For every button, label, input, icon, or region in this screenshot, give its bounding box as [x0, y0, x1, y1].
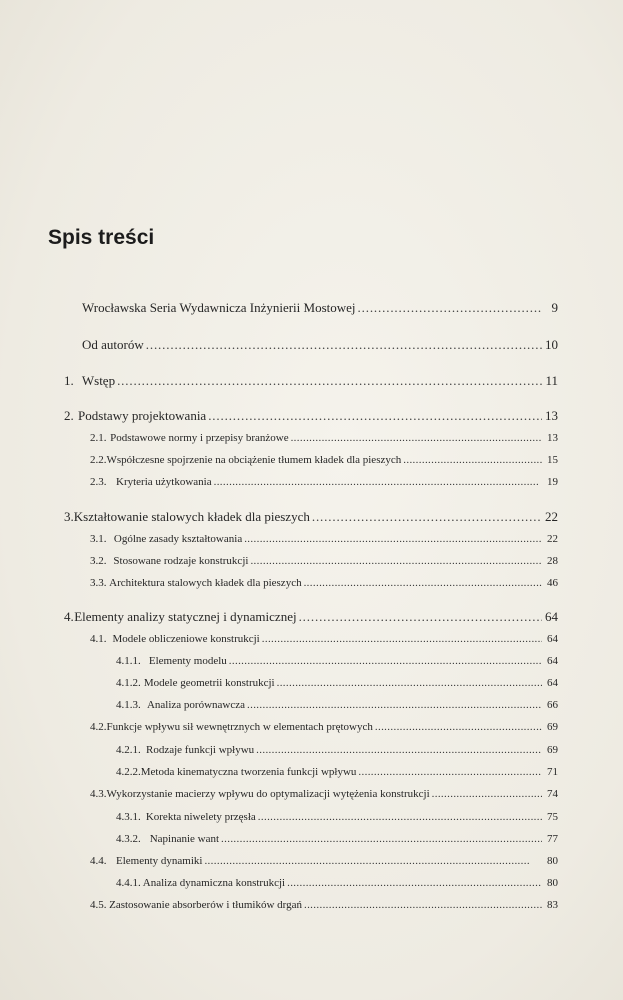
toc-entry-page: 28: [547, 555, 558, 567]
dot-leader: [258, 811, 542, 823]
toc-entry-number: 4.: [64, 609, 74, 624]
toc-entry: [64, 408, 558, 424]
toc-entry-number: 3.1.: [90, 533, 107, 545]
toc-entry: [116, 766, 558, 778]
toc-entry: [90, 555, 558, 567]
toc-entry-number: 4.1.1.: [116, 655, 141, 667]
toc-entry-page: 64: [545, 609, 558, 624]
toc-entry-number: 4.2.2.: [116, 766, 141, 778]
toc-entry: [116, 811, 558, 823]
toc-entry-label: Wykorzystanie macierzy wpływu do optymalizacji wytężenia konstrukcji: [106, 788, 430, 800]
toc-entry-label: Kształtowanie stalowych kładek dla pieszych: [73, 509, 310, 524]
dot-leader: [432, 788, 542, 800]
toc-entry-page: 71: [547, 766, 558, 778]
toc-entry-page: 64: [547, 655, 558, 667]
toc-entry: [116, 744, 558, 756]
dot-leader: [277, 677, 542, 689]
toc-entry-page: 75: [547, 811, 558, 823]
toc-entry-number: 4.1.2.: [116, 677, 141, 689]
toc-entry: [90, 432, 558, 444]
dot-leader: [304, 577, 542, 589]
dot-leader: [299, 609, 542, 625]
toc-entry-page: 69: [547, 721, 558, 733]
toc-entry-page: 13: [545, 408, 558, 423]
toc-entry: [90, 633, 558, 645]
toc-entry-label: Wstęp: [81, 373, 116, 388]
toc-entry: [116, 699, 558, 711]
page-title: Spis treści: [48, 226, 155, 249]
toc-entry: [90, 788, 558, 800]
toc-entry: [90, 577, 558, 589]
toc-entry: [90, 721, 558, 733]
toc-entry-label: Korekta niwelety przęsła: [145, 811, 256, 823]
toc-entry-label: Analiza porównawcza: [146, 699, 245, 711]
toc-entry-number: 4.4.1.: [116, 877, 141, 889]
toc-entry-page: 77: [547, 833, 558, 845]
toc-entry-label: Metoda kinematyczna tworzenia funkcji wpływu: [140, 766, 357, 778]
toc-entry-page: 10: [545, 337, 558, 352]
toc-entry-label: Podstawy projektowania: [78, 408, 207, 423]
toc-entry-number: 4.1.3.: [116, 699, 141, 711]
toc-entry-label: Rodzaje funkcji wpływu: [146, 744, 255, 756]
toc-entry-page: 9: [551, 300, 558, 315]
toc-entry: [116, 655, 558, 667]
toc-entry-page: 46: [547, 577, 558, 589]
dot-leader: [358, 300, 542, 316]
toc-entry-page: 22: [547, 533, 558, 545]
toc-entry-number: 4.3.: [90, 788, 107, 800]
toc-entry-number: 2.2.: [90, 454, 107, 466]
dot-leader: [214, 476, 542, 488]
toc-entry-number: 4.5.: [90, 899, 107, 911]
toc-entry-number: 2.3.: [90, 476, 107, 488]
toc-entry-label: Kryteria użytkowania: [116, 476, 212, 488]
dot-leader: [221, 833, 542, 845]
toc-entry-label: Wrocławska Seria Wydawnicza Inżynierii Mostowej: [82, 300, 356, 315]
toc-entry-page: 69: [547, 744, 558, 756]
toc-entry-number: 4.2.1.: [116, 744, 141, 756]
toc-entry-number: 1.: [64, 373, 74, 388]
toc-entry-page: 80: [547, 877, 558, 889]
dot-leader: [244, 533, 542, 545]
toc-entry-label: Podstawowe normy i przepisy branżowe: [110, 432, 289, 444]
toc-entry-number: 3.2.: [90, 555, 107, 567]
dot-leader: [291, 432, 542, 444]
toc-entry-page: 80: [547, 855, 558, 867]
toc-entry-page: 13: [547, 432, 558, 444]
dot-leader: [208, 408, 542, 424]
toc-entry: [90, 899, 558, 911]
dot-leader: [287, 877, 542, 889]
toc-entry-number: 4.1.: [90, 633, 107, 645]
dot-leader: [262, 633, 542, 645]
toc-entry-page: 15: [547, 454, 558, 466]
dot-leader: [358, 766, 542, 778]
toc-entry-label: Od autorów: [82, 337, 144, 352]
toc-entry-label: Analiza dynamiczna konstrukcji: [142, 877, 286, 889]
toc-entry-page: 11: [545, 373, 558, 388]
toc-entry-page: 22: [545, 509, 558, 524]
toc-entry-label: Funkcje wpływu sił wewnętrznych w elementach prętowych: [106, 721, 373, 733]
toc-entry: [116, 877, 558, 889]
toc-entry: [116, 833, 558, 845]
toc-entry-label: Ogólne zasady kształtowania: [113, 533, 243, 545]
toc-entry-label: Modele geometrii konstrukcji: [143, 677, 275, 689]
toc-entry-page: 66: [547, 699, 558, 711]
toc-entry: [90, 533, 558, 545]
toc-entry: [64, 609, 558, 625]
toc-entry-label: Napinanie want: [149, 833, 220, 845]
toc-entry: [90, 454, 558, 466]
dot-leader: [247, 699, 542, 711]
dot-leader: [117, 373, 542, 389]
dot-leader: [146, 337, 542, 353]
toc-entry-page: 64: [547, 677, 558, 689]
toc-entry: [90, 476, 558, 488]
toc-entry-label: Architektura stalowych kładek dla pieszych: [109, 577, 302, 589]
dot-leader: [250, 555, 542, 567]
toc-entry: [116, 677, 558, 689]
toc-entry: [64, 373, 558, 389]
toc-entry-number: 2.: [64, 408, 74, 423]
toc-entry-number: 4.2.: [90, 721, 107, 733]
toc-entry: [82, 337, 558, 353]
toc-entry-label: Elementy dynamiki: [116, 855, 203, 867]
dot-leader: [304, 899, 542, 911]
toc-entry-number: 4.3.2.: [116, 833, 141, 845]
toc-entry-number: 4.3.1.: [116, 811, 141, 823]
toc-entry: [64, 509, 558, 525]
toc-entry-number: 3.: [64, 509, 74, 524]
dot-leader: [403, 454, 542, 466]
dot-leader: [229, 655, 542, 667]
toc-entry-page: 19: [547, 476, 558, 488]
toc-entry-number: 4.4.: [90, 855, 107, 867]
dot-leader: [256, 744, 542, 756]
toc-entry-label: Elementy analizy statycznej i dynamicznej: [74, 609, 297, 624]
toc-entry: [82, 300, 558, 316]
dot-leader: [375, 721, 542, 733]
toc-entry-page: 74: [547, 788, 558, 800]
toc-entry-label: Współczesne spojrzenie na obciążenie tłumem kładek dla pieszych: [106, 454, 402, 466]
toc-entry-page: 83: [547, 899, 558, 911]
toc-entry-label: Zastosowanie absorberów i tłumików drgań: [109, 899, 302, 911]
toc-entry-page: 64: [547, 633, 558, 645]
toc-entry-label: Elementy modelu: [148, 655, 227, 667]
toc-entry-number: 2.1.: [90, 432, 107, 444]
dot-leader: [312, 509, 542, 525]
toc-entry-number: 3.3.: [90, 577, 107, 589]
toc-entry-label: Modele obliczeniowe konstrukcji: [112, 633, 260, 645]
dot-leader: [204, 855, 542, 867]
toc-entry-label: Stosowane rodzaje konstrukcji: [113, 555, 249, 567]
toc-entry: [90, 855, 558, 867]
